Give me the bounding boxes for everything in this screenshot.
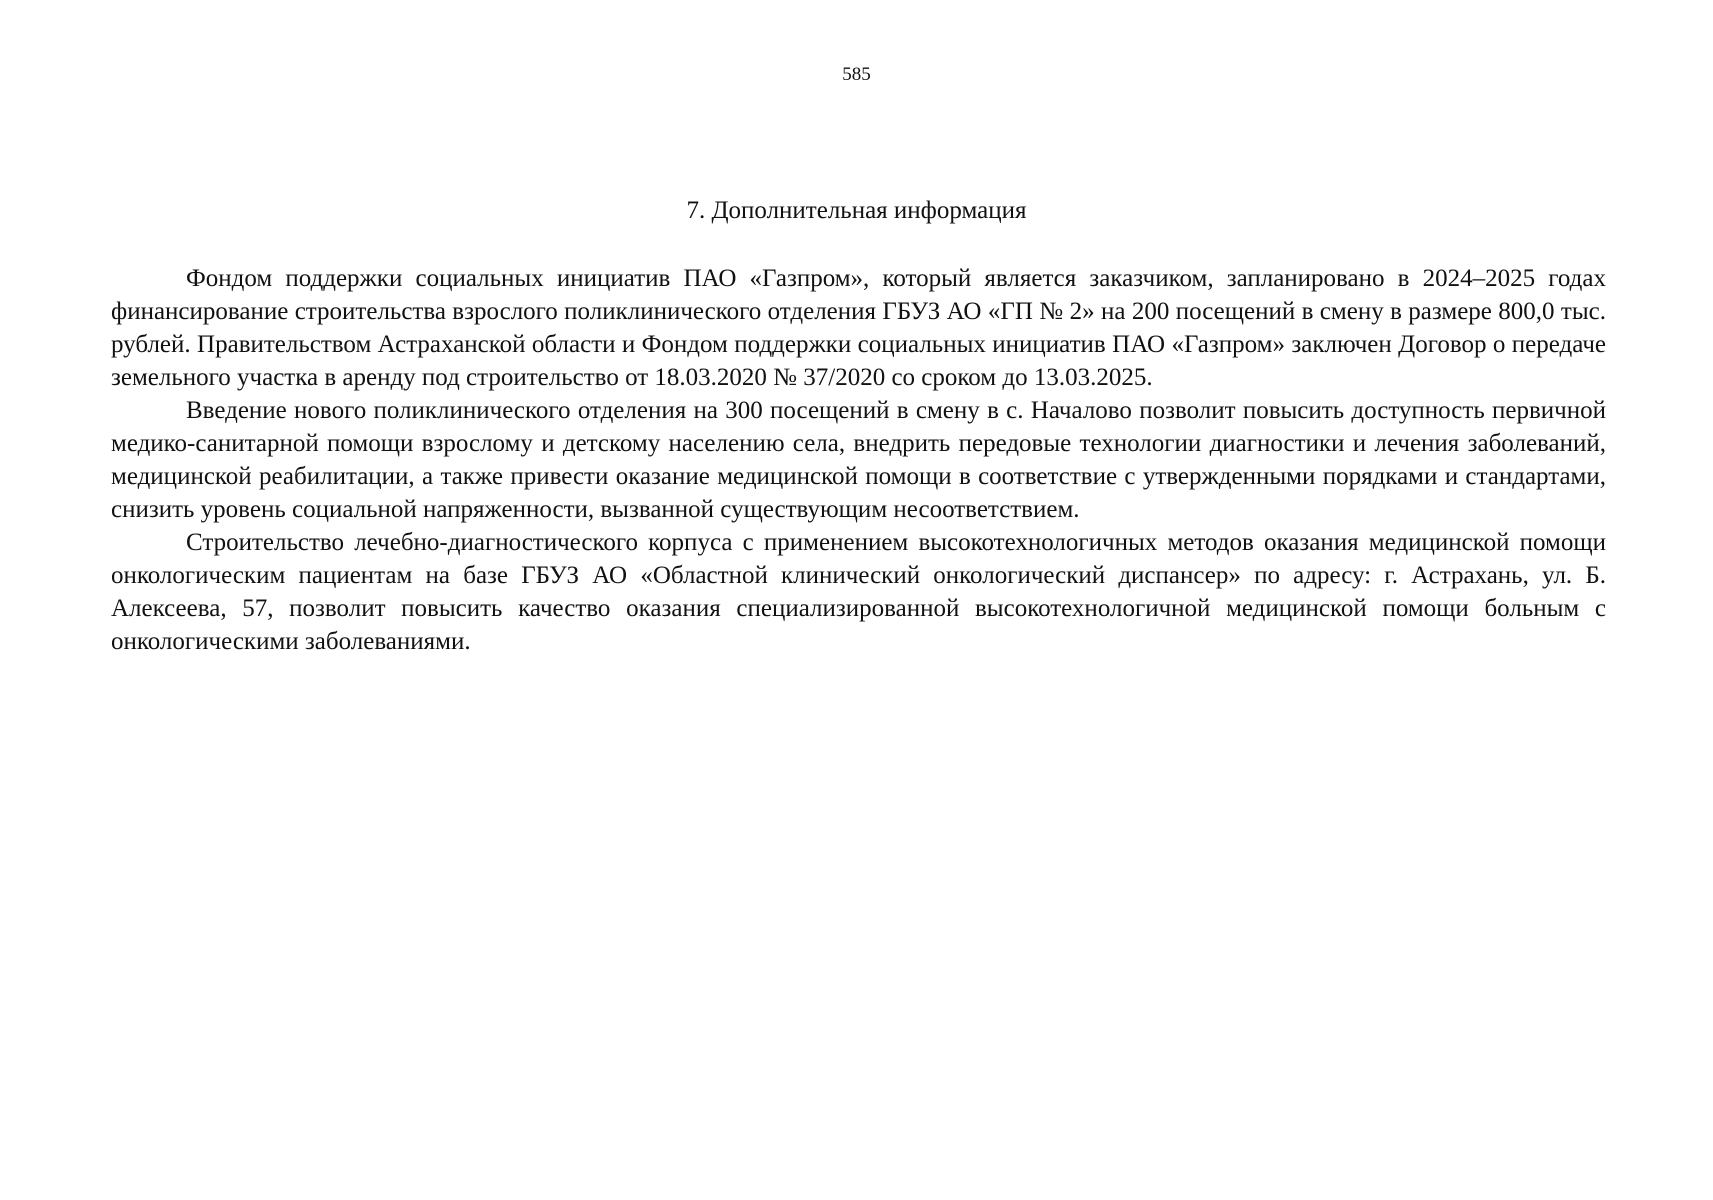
paragraph: Фондом поддержки социальных инициатив ПАО «Газпром», который является заказчиком, запланировано в 2024–2025 годах финансирование строительства взрослого поликлинического отделения ГБУЗ АО «ГП № 2» на 200 посещений в смену в размере 800,0 тыс. рублей. Правительством Астраханской области и Фондом поддержки социальных инициатив ПАО «Газпром» заключен Договор о передаче земельного участка в аренду под строительство от 18.03.2020 № 37/2020 со сроком до 13.03.2025.: [111, 265, 1606, 391]
paragraph: Строительство лечебно-диагностического корпуса с применением высокотехнологичных методов оказания медицинской помощи онкологическим пациентам на базе ГБУЗ АО «Областной клинический онкологический диспансер» по адресу: г. Астрахань, ул. Б. Алексеева, 57, позволит повысить качество оказания специализированной высокотехнологичной медицинской помощи больным с онкологическими заболеваниями.: [111, 529, 1606, 655]
paragraph: Введение нового поликлинического отделения на 300 посещений в смену в с. Началово позволит повысить доступность первичной медико-санитарной помощи взрослому и детскому населению села, внедрить передовые технологии диагностики и лечения заболеваний, медицинской реабилитации, а также привести оказание медицинской помощи в соответствие с утвержденными порядками и стандартами, снизить уровень социальной напряженности, вызванной существующим несоответствием.: [111, 397, 1606, 523]
page-number: 585: [842, 64, 871, 85]
body-text: [111, 262, 1606, 658]
section-heading: 7. Дополнительная информация: [686, 197, 1027, 224]
